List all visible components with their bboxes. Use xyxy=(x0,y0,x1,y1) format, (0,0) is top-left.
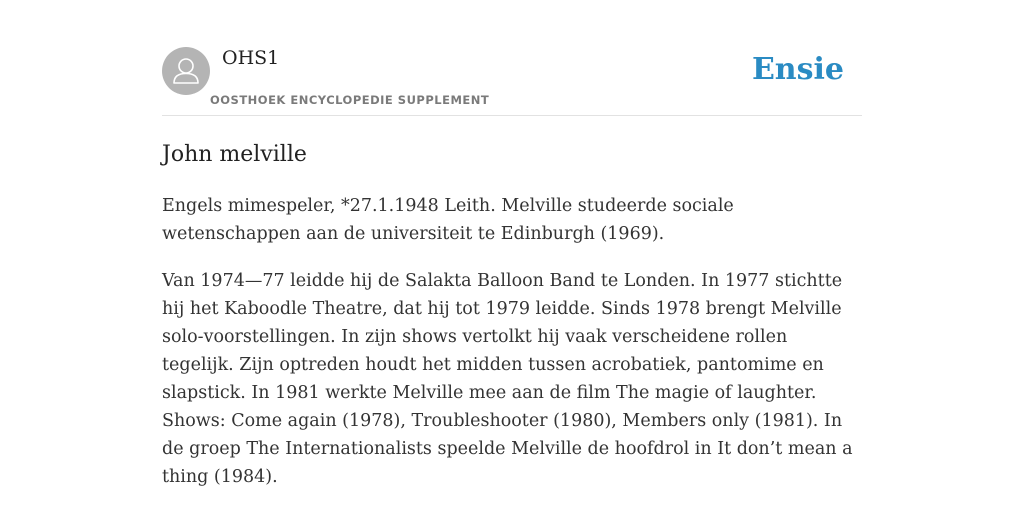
user-icon xyxy=(162,47,210,95)
article-body xyxy=(162,192,862,510)
author-name[interactable]: OHS1 xyxy=(222,47,280,69)
article-paragraph: Van 1974—77 leidde hij de Salakta Balloon Band te Londen. In 1977 stichtte hij het Kaboodle Theatre, dat hij tot 1979 leidde. Sinds 1978 brengt Melville solo-voorstellingen. In zijn shows vertolkt hij vaak verscheidene rollen tegelijk. Zijn optreden houdt het midden tussen acrobatiek, pantomime en slapstick. In 1981 werkte Melville mee aan de film The magie of laughter. Shows: Come again (1978), Troubleshooter (1980), Members only (1981). In de groep The Internationalists speelde Melville de hoofdrol in It don’t mean a thing (1984). xyxy=(162,271,853,487)
article-title: John melville xyxy=(162,142,307,167)
header-divider xyxy=(162,115,862,116)
article-paragraph: Engels mimespeler, *27.1.1948 Leith. Melville studeerde sociale wetenschappen aan de universiteit te Edinburgh (1969). xyxy=(162,196,734,244)
source-label[interactable]: OOSTHOEK ENCYCLOPEDIE SUPPLEMENT xyxy=(210,93,490,107)
author-avatar[interactable] xyxy=(162,47,210,95)
ensie-logo[interactable]: Ensie xyxy=(751,52,844,87)
